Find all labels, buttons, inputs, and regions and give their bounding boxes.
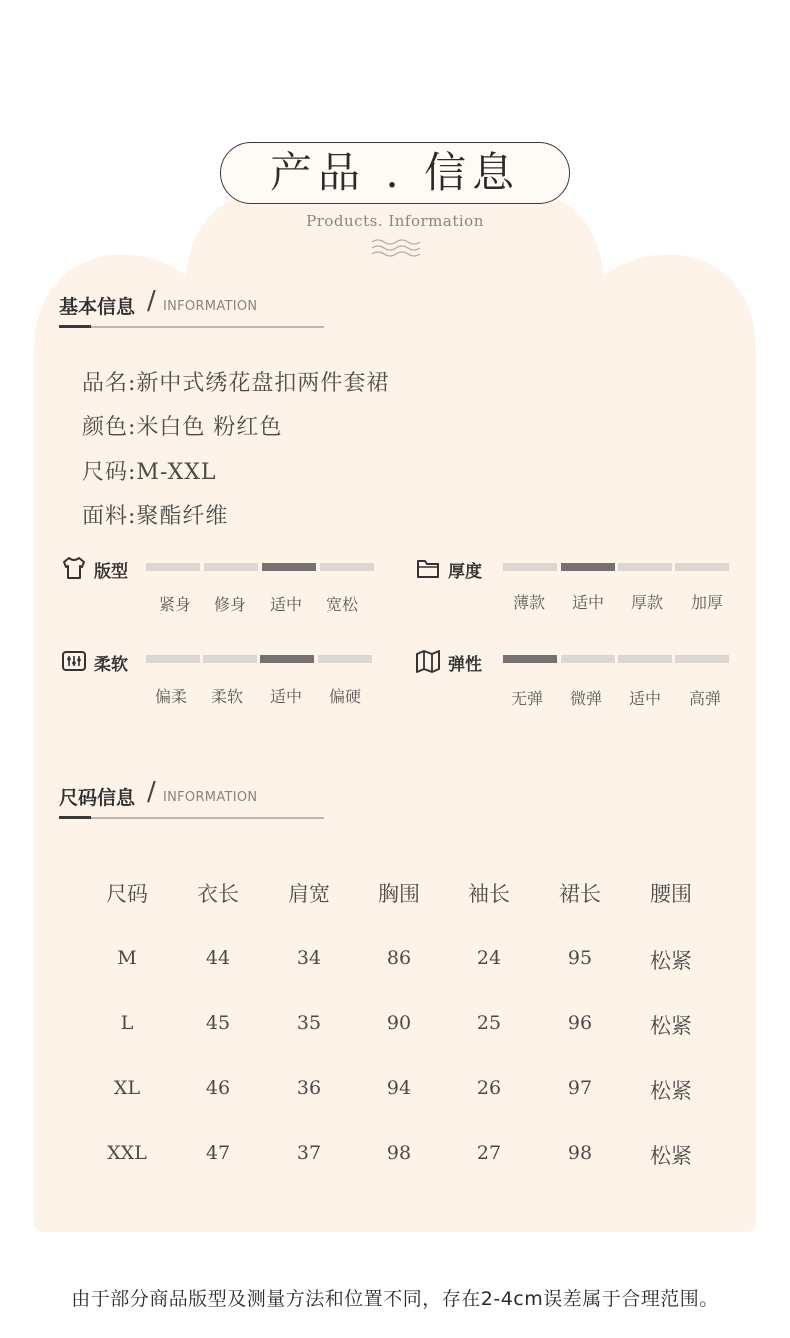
bar-thickness-0 bbox=[503, 563, 557, 571]
table-cell: 86 bbox=[386, 947, 412, 969]
table-cell: 95 bbox=[567, 947, 593, 969]
bar-fit-2 bbox=[262, 563, 316, 571]
table-header: 腰围 bbox=[650, 882, 692, 906]
option-label: 偏硬 bbox=[328, 687, 361, 706]
option-label: 适中 bbox=[628, 689, 661, 708]
option-label: 适中 bbox=[571, 593, 604, 612]
bar-elasticity-0 bbox=[503, 655, 557, 663]
table-cell: 35 bbox=[296, 1012, 322, 1034]
bar-softness-2 bbox=[260, 655, 314, 663]
table-cell: 98 bbox=[567, 1142, 593, 1164]
table-cell: 97 bbox=[567, 1077, 593, 1099]
table-header: 胸围 bbox=[378, 882, 420, 906]
bar-softness-0 bbox=[146, 655, 200, 663]
table-header: 裙长 bbox=[559, 882, 601, 906]
bar-thickness-1 bbox=[561, 563, 615, 571]
table-cell: 44 bbox=[205, 947, 231, 969]
table-header: 袖长 bbox=[468, 882, 510, 906]
table-header: 衣长 bbox=[197, 882, 239, 906]
page-title: 产品 . 信息 bbox=[269, 148, 521, 197]
info-row-color: 颜色:米白色 粉红色 bbox=[82, 415, 283, 440]
option-label: 紧身 bbox=[158, 595, 191, 614]
divider bbox=[59, 817, 324, 819]
bar-elasticity-3 bbox=[675, 655, 729, 663]
option-label: 加厚 bbox=[690, 593, 723, 612]
table-header: 肩宽 bbox=[288, 882, 330, 906]
table-cell: L bbox=[120, 1012, 134, 1034]
option-label: 修身 bbox=[213, 595, 246, 614]
folder-icon bbox=[415, 555, 441, 581]
table-cell: 90 bbox=[386, 1012, 412, 1034]
page-subtitle: Products. Information bbox=[306, 212, 484, 230]
option-label: 无弹 bbox=[510, 689, 543, 708]
table-cell: M bbox=[117, 947, 137, 969]
option-label: 微弹 bbox=[569, 689, 602, 708]
table-cell: 34 bbox=[296, 947, 322, 969]
slash-icon: / bbox=[147, 286, 156, 316]
map-fold-icon bbox=[415, 648, 441, 674]
table-cell: 46 bbox=[205, 1077, 231, 1099]
bar-elasticity-2 bbox=[618, 655, 672, 663]
table-cell: 26 bbox=[476, 1077, 502, 1099]
slash-icon: / bbox=[147, 777, 156, 807]
section-title: 尺码信息 bbox=[59, 787, 136, 809]
bar-fit-0 bbox=[146, 563, 200, 571]
table-cell: 松紧 bbox=[650, 1014, 692, 1038]
table-cell: XL bbox=[113, 1077, 141, 1099]
table-cell: 27 bbox=[476, 1142, 502, 1164]
info-row-name: 品名:新中式绣花盘扣两件套裙 bbox=[82, 371, 390, 396]
section-title: 基本信息 bbox=[59, 296, 136, 318]
table-cell: 25 bbox=[476, 1012, 502, 1034]
bar-elasticity-1 bbox=[561, 655, 615, 663]
table-cell: 36 bbox=[296, 1077, 322, 1099]
table-cell: 松紧 bbox=[650, 1144, 692, 1168]
tshirt-icon bbox=[61, 555, 87, 581]
section-subtitle: INFORMATION bbox=[163, 299, 258, 314]
bar-softness-1 bbox=[203, 655, 257, 663]
bar-fit-1 bbox=[204, 563, 258, 571]
divider bbox=[59, 326, 324, 328]
table-cell: XXL bbox=[107, 1142, 147, 1164]
option-label: 高弹 bbox=[688, 689, 721, 708]
option-label: 薄款 bbox=[512, 593, 545, 612]
table-cell: 94 bbox=[386, 1077, 412, 1099]
table-cell: 45 bbox=[205, 1012, 231, 1034]
bar-thickness-3 bbox=[675, 563, 729, 571]
option-label: 适中 bbox=[269, 687, 302, 706]
divider-accent bbox=[59, 325, 91, 329]
option-label: 适中 bbox=[269, 595, 302, 614]
section-subtitle: INFORMATION bbox=[163, 790, 258, 805]
bar-softness-3 bbox=[318, 655, 372, 663]
table-cell: 47 bbox=[205, 1142, 231, 1164]
footnote: 由于部分商品版型及测量方法和位置不同，存在2-4cm误差属于合理范围。 bbox=[71, 1288, 719, 1310]
wave-ornament-icon bbox=[370, 238, 420, 258]
table-cell: 松紧 bbox=[650, 1079, 692, 1103]
bar-fit-3 bbox=[320, 563, 374, 571]
table-header: 尺码 bbox=[106, 882, 148, 906]
table-cell: 37 bbox=[296, 1142, 322, 1164]
option-label: 偏柔 bbox=[154, 687, 187, 706]
info-row-fabric: 面料:聚酯纤维 bbox=[82, 504, 229, 529]
table-cell: 松紧 bbox=[650, 949, 692, 973]
table-cell: 24 bbox=[476, 947, 502, 969]
table-cell: 98 bbox=[386, 1142, 412, 1164]
option-label: 柔软 bbox=[210, 687, 243, 706]
bar-thickness-2 bbox=[618, 563, 672, 571]
option-label: 厚款 bbox=[630, 593, 663, 612]
option-label: 宽松 bbox=[325, 595, 358, 614]
softness-icon bbox=[61, 648, 87, 674]
info-row-size: 尺码:M-XXL bbox=[82, 460, 217, 485]
table-cell: 96 bbox=[567, 1012, 593, 1034]
divider-accent bbox=[59, 816, 91, 820]
